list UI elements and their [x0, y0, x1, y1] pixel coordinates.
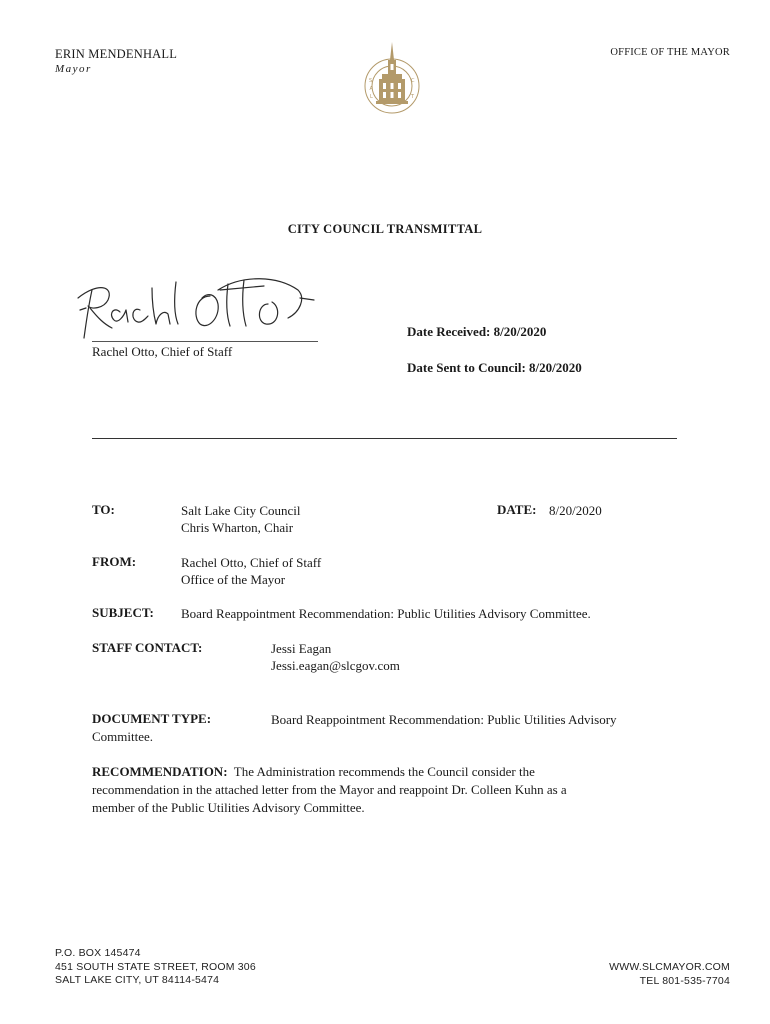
footer-phone: TEL 801-535-7704: [639, 974, 730, 987]
handwritten-signature: [68, 268, 328, 342]
footer-po-box: P.O. BOX 145474: [55, 947, 141, 959]
footer-street: 451 SOUTH STATE STREET, ROOM 306: [55, 960, 256, 973]
staff-contact-label: STAFF CONTACT:: [92, 640, 203, 655]
city-seal-logo: [361, 38, 423, 124]
subject-value: Board Reappointment Recommendation: Public Utilities Advisory Committee.: [181, 606, 591, 621]
recommendation-line-2: recommendation in the attached letter from the Mayor and reappoint Dr. Colleen Kuhn as a: [92, 782, 567, 797]
from-office: Office of the Mayor: [181, 572, 286, 587]
recommendation-line-1: The Administration recommends the Council consider the: [233, 764, 535, 779]
document-type-continued: Committee.: [92, 729, 154, 744]
from-label: FROM:: [92, 554, 137, 569]
date-label: DATE:: [497, 502, 537, 517]
svg-text:I: I: [411, 86, 413, 92]
from-sender: Rachel Otto, Chief of Staff: [181, 555, 322, 570]
footer-address: [55, 947, 256, 988]
date-received: Date Received: 8/20/2020: [407, 324, 547, 339]
subject-label: SUBJECT:: [92, 605, 154, 620]
date-sent: Date Sent to Council: 8/20/2020: [407, 360, 582, 375]
document-title: CITY COUNCIL TRANSMITTAL: [287, 222, 483, 236]
office-name: OFFICE OF THE MAYOR: [610, 47, 730, 58]
mayor-name: ERIN MENDENHALL: [55, 47, 178, 61]
svg-text:T: T: [411, 94, 415, 100]
signer-name: Rachel Otto, Chief of Staff: [92, 344, 233, 359]
to-recipient: Salt Lake City Council: [181, 503, 301, 518]
to-recipient-chair: Chris Wharton, Chair: [181, 520, 294, 535]
mayor-title: Mayor: [55, 63, 92, 75]
section-divider: [92, 438, 677, 439]
svg-text:C: C: [411, 78, 415, 84]
footer-contact: [609, 961, 730, 988]
footer-city: SALT LAKE CITY, UT 84114-5474: [55, 974, 220, 986]
signature-line: [92, 341, 318, 342]
recommendation-paragraph: [92, 763, 692, 817]
svg-text:S: S: [369, 78, 373, 84]
recommendation-label: RECOMMENDATION:: [92, 764, 228, 779]
to-label: TO:: [92, 502, 115, 517]
document-type-value: Board Reappointment Recommendation: Public Utilities Advisory: [271, 712, 617, 727]
staff-contact-name: Jessi Eagan: [271, 641, 332, 656]
svg-text:L: L: [370, 94, 373, 100]
date-value: 8/20/2020: [549, 503, 602, 518]
document-type-label: DOCUMENT TYPE:: [92, 711, 212, 726]
recommendation-line-3: member of the Public Utilities Advisory Committee.: [92, 800, 365, 815]
staff-contact-email: Jessi.eagan@slcgov.com: [271, 658, 400, 673]
footer-website: WWW.SLCMAYOR.COM: [609, 961, 730, 973]
svg-text:A: A: [369, 86, 373, 92]
